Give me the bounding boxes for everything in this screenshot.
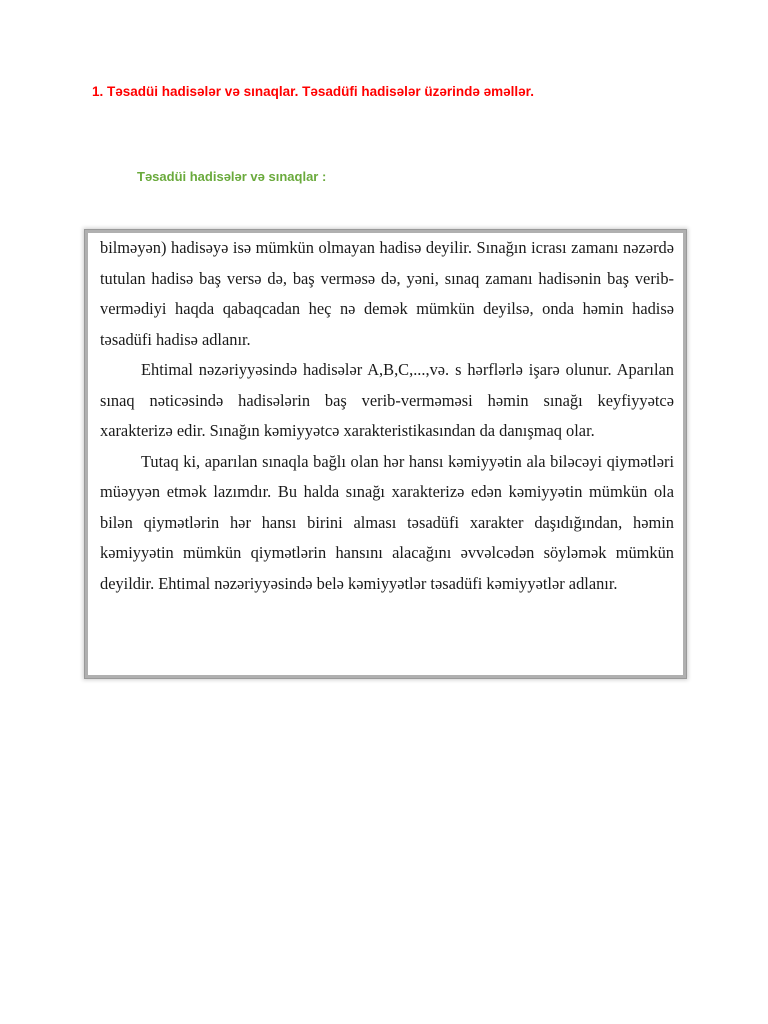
paragraph-3: Tutaq ki, aparılan sınaqla bağlı olan hər hansı kəmiyyətin ala biləcəyi qiymətləri müəyyən etmək lazımdır. Bu halda sınağı xarakterizə edən kəmiyyətin mümkün ola bilən qiymətlərin hər hansı birini alması təsadüfi xarakter daşıdığından, həmin kəmiyyətin mümkün qiymətlərin hansını alacağını əvvəlcədən söyləmək mümkün deyildir. Ehtimal nəzəriyyəsində belə kəmiyyətlər təsadüfi kəmiyyətlər adlanır. [100, 451, 674, 593]
paragraph-1: bilməyən) hadisəyə isə mümkün olmayan hadisə deyilir. Sınağın icrası zamanı nəzərdə tutulan hadisə baş versə də, baş verməsə də, yəni, sınaq zamanı hadisənin baş verib-vermədiyi haqda qabaqcadan heç nə demək mümkün deyilsə, onda həmin hadisə təsadüfi hadisə adlanır. [100, 238, 674, 349]
subsection-heading: Təsadüi hadisələr və sınaqlar : [137, 169, 327, 184]
paragraph-2: Ehtimal nəzəriyyəsində hadisələr A,B,C,...,və. s hərflərlə işarə olunur. Aparılan sınaq nəticəsində hadisələrin baş verib-verməməsi həmin sınağı keyfiyyətcə xarakterizə edir. Sınağın kəmiyyətcə xarakteristikasından da danışmaq olar. [100, 360, 674, 440]
scanned-text-body [100, 233, 674, 599]
section-heading: 1. Təsadüi hadisələr və sınaqlar. Təsadüfi hadisələr üzərində əməllər. [92, 84, 534, 99]
scanned-text-image [85, 230, 686, 678]
